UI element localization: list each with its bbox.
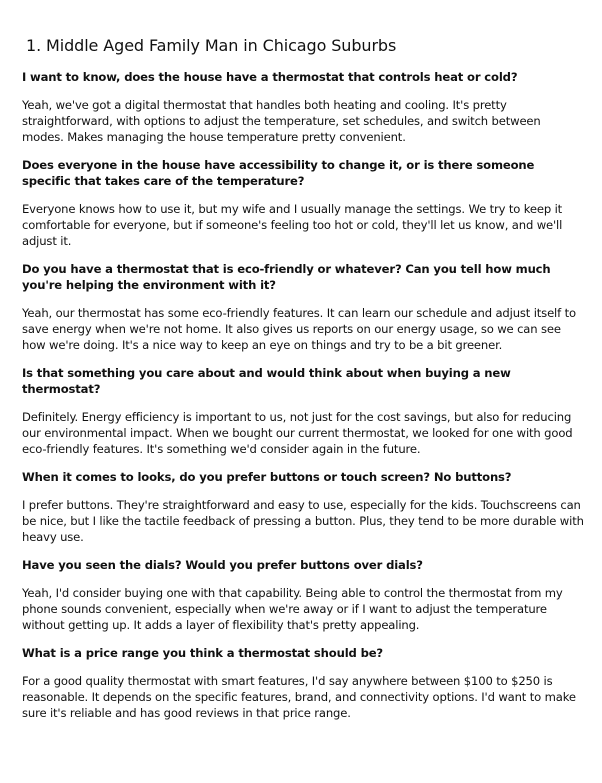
qa-item-2 — [22, 157, 584, 249]
question-5: When it comes to looks, do you prefer buttons or touch screen? No buttons? — [22, 470, 512, 484]
answer-7: For a good quality thermostat with smart features, I'd say anywhere between $100 to $250 is reasonable. It depends on the specific features, brand, and connectivity options. I'd want to make sure it's reliable and has good reviews in that price range. — [22, 674, 576, 720]
qa-item-5 — [22, 469, 584, 545]
question-3: Do you have a thermostat that is eco-friendly or whatever? Can you tell how much you're helping the environment with it? — [22, 262, 551, 292]
qa-item-4 — [22, 365, 584, 457]
page-title: 1. Middle Aged Family Man in Chicago Suburbs — [26, 36, 397, 55]
answer-5: I prefer buttons. They're straightforward and easy to use, especially for the kids. Touchscreens can be nice, but I like the tactile feedback of pressing a button. Plus, they tend to be more durable with heavy use. — [22, 498, 584, 544]
question-2: Does everyone in the house have accessibility to change it, or is there someone specific that takes care of the temperature? — [22, 158, 535, 188]
answer-1: Yeah, we've got a digital thermostat that handles both heating and cooling. It's pretty straightforward, with options to adjust the temperature, set schedules, and switch between modes. Makes managing the house temperature pretty convenient. — [22, 98, 541, 144]
qa-item-3 — [22, 261, 584, 353]
question-4: Is that something you care about and would think about when buying a new thermostat? — [22, 366, 511, 396]
document-page — [22, 35, 584, 733]
answer-4: Definitely. Energy efficiency is important to us, not just for the cost savings, but also for reducing our environmental impact. When we bought our current thermostat, we looked for one with good eco-friendly features. It's something we'd consider again in the future. — [22, 410, 573, 456]
answer-2: Everyone knows how to use it, but my wife and I usually manage the settings. We try to keep it comfortable for everyone, but if someone's feeling too hot or cold, they'll let us know, and we'll adjust it. — [22, 202, 563, 248]
qa-item-6 — [22, 557, 584, 633]
answer-3: Yeah, our thermostat has some eco-friendly features. It can learn our schedule and adjust itself to save energy when we're not home. It also gives us reports on our energy usage, so we can see how we're doing. It's a nice way to keep an eye on things and try to be a bit greener. — [22, 306, 576, 352]
qa-item-1 — [22, 69, 584, 145]
qa-item-7 — [22, 645, 584, 721]
answer-6: Yeah, I'd consider buying one with that capability. Being able to control the thermostat from my phone sounds convenient, especially when we're away or if I want to adjust the temperature without getting up. It adds a layer of flexibility that's pretty appealing. — [22, 586, 563, 632]
question-1: I want to know, does the house have a thermostat that controls heat or cold? — [22, 70, 518, 84]
question-7: What is a price range you think a thermostat should be? — [22, 646, 384, 660]
question-6: Have you seen the dials? Would you prefer buttons over dials? — [22, 558, 423, 572]
